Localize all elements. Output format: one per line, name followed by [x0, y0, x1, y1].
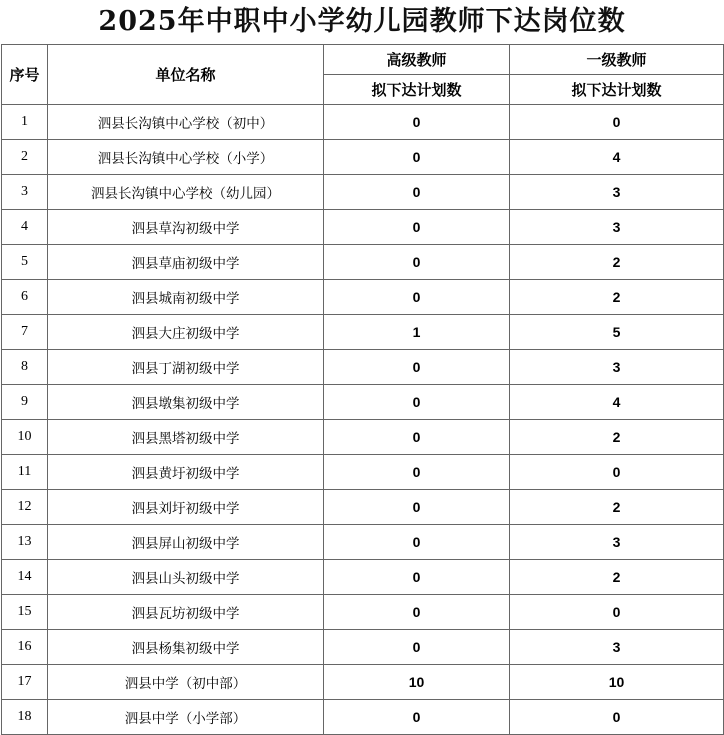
table-row [2, 350, 724, 385]
row-senior-count: 0 [324, 280, 510, 315]
row-senior-count: 0 [324, 630, 510, 665]
row-first-count: 0 [510, 455, 724, 490]
row-first-count: 5 [510, 315, 724, 350]
table-row [2, 175, 724, 210]
table-body [2, 105, 724, 735]
header-plan-first: 拟下达计划数 [510, 75, 724, 105]
row-unit-name: 泗县中学（小学部） [48, 700, 324, 735]
table-row [2, 560, 724, 595]
row-unit-name: 泗县黑塔初级中学 [48, 420, 324, 455]
row-first-count: 3 [510, 525, 724, 560]
table-row [2, 630, 724, 665]
row-first-count: 0 [510, 105, 724, 140]
header-index: 序号 [2, 45, 48, 105]
header-first: 一级教师 [510, 45, 724, 75]
row-senior-count: 0 [324, 560, 510, 595]
row-first-count: 3 [510, 175, 724, 210]
row-unit-name: 泗县山头初级中学 [48, 560, 324, 595]
row-index: 11 [2, 455, 48, 490]
row-senior-count: 0 [324, 105, 510, 140]
row-senior-count: 0 [324, 700, 510, 735]
table-row [2, 315, 724, 350]
row-first-count: 3 [510, 210, 724, 245]
row-index: 9 [2, 385, 48, 420]
row-unit-name: 泗县长沟镇中心学校（小学） [48, 140, 324, 175]
row-index: 6 [2, 280, 48, 315]
row-first-count: 3 [510, 630, 724, 665]
row-index: 14 [2, 560, 48, 595]
row-index: 2 [2, 140, 48, 175]
row-senior-count: 0 [324, 245, 510, 280]
row-unit-name: 泗县黄圩初级中学 [48, 455, 324, 490]
row-unit-name: 泗县草沟初级中学 [48, 210, 324, 245]
row-senior-count: 0 [324, 140, 510, 175]
row-first-count: 3 [510, 350, 724, 385]
table-row [2, 210, 724, 245]
table-row [2, 105, 724, 140]
row-index: 12 [2, 490, 48, 525]
table-row [2, 245, 724, 280]
row-index: 10 [2, 420, 48, 455]
table-row [2, 455, 724, 490]
table-row [2, 525, 724, 560]
row-first-count: 2 [510, 280, 724, 315]
row-senior-count: 0 [324, 525, 510, 560]
table-row [2, 700, 724, 735]
row-first-count: 4 [510, 140, 724, 175]
row-first-count: 0 [510, 595, 724, 630]
table-row [2, 420, 724, 455]
row-index: 4 [2, 210, 48, 245]
row-unit-name: 泗县城南初级中学 [48, 280, 324, 315]
row-unit-name: 泗县草庙初级中学 [48, 245, 324, 280]
row-first-count: 10 [510, 665, 724, 700]
row-index: 1 [2, 105, 48, 140]
row-first-count: 4 [510, 385, 724, 420]
row-senior-count: 0 [324, 420, 510, 455]
row-senior-count: 0 [324, 175, 510, 210]
row-unit-name: 泗县瓦坊初级中学 [48, 595, 324, 630]
row-first-count: 0 [510, 700, 724, 735]
row-unit-name: 泗县丁湖初级中学 [48, 350, 324, 385]
row-unit-name: 泗县墩集初级中学 [48, 385, 324, 420]
table-row [2, 280, 724, 315]
row-senior-count: 0 [324, 350, 510, 385]
row-senior-count: 10 [324, 665, 510, 700]
table-row [2, 595, 724, 630]
header-row [2, 45, 724, 75]
row-index: 18 [2, 700, 48, 735]
row-senior-count: 0 [324, 455, 510, 490]
row-index: 5 [2, 245, 48, 280]
row-unit-name: 泗县中学（初中部） [48, 665, 324, 700]
row-first-count: 2 [510, 490, 724, 525]
header-senior: 高级教师 [324, 45, 510, 75]
table-row [2, 665, 724, 700]
row-first-count: 2 [510, 420, 724, 455]
row-unit-name: 泗县屏山初级中学 [48, 525, 324, 560]
row-index: 3 [2, 175, 48, 210]
row-first-count: 2 [510, 560, 724, 595]
positions-table [1, 44, 724, 735]
row-index: 17 [2, 665, 48, 700]
row-index: 16 [2, 630, 48, 665]
page-title: 2025年中职中小学幼儿园教师下达岗位数 [98, 6, 626, 37]
row-senior-count: 1 [324, 315, 510, 350]
table-row [2, 140, 724, 175]
row-senior-count: 0 [324, 595, 510, 630]
row-index: 8 [2, 350, 48, 385]
row-senior-count: 0 [324, 210, 510, 245]
row-unit-name: 泗县长沟镇中心学校（初中） [48, 105, 324, 140]
table-row [2, 385, 724, 420]
row-first-count: 2 [510, 245, 724, 280]
header-unit: 单位名称 [48, 45, 324, 105]
table-row [2, 490, 724, 525]
row-unit-name: 泗县大庄初级中学 [48, 315, 324, 350]
row-senior-count: 0 [324, 490, 510, 525]
row-unit-name: 泗县杨集初级中学 [48, 630, 324, 665]
row-senior-count: 0 [324, 385, 510, 420]
row-unit-name: 泗县刘圩初级中学 [48, 490, 324, 525]
row-index: 13 [2, 525, 48, 560]
row-unit-name: 泗县长沟镇中心学校（幼儿园） [48, 175, 324, 210]
header-plan-senior: 拟下达计划数 [324, 75, 510, 105]
row-index: 7 [2, 315, 48, 350]
row-index: 15 [2, 595, 48, 630]
